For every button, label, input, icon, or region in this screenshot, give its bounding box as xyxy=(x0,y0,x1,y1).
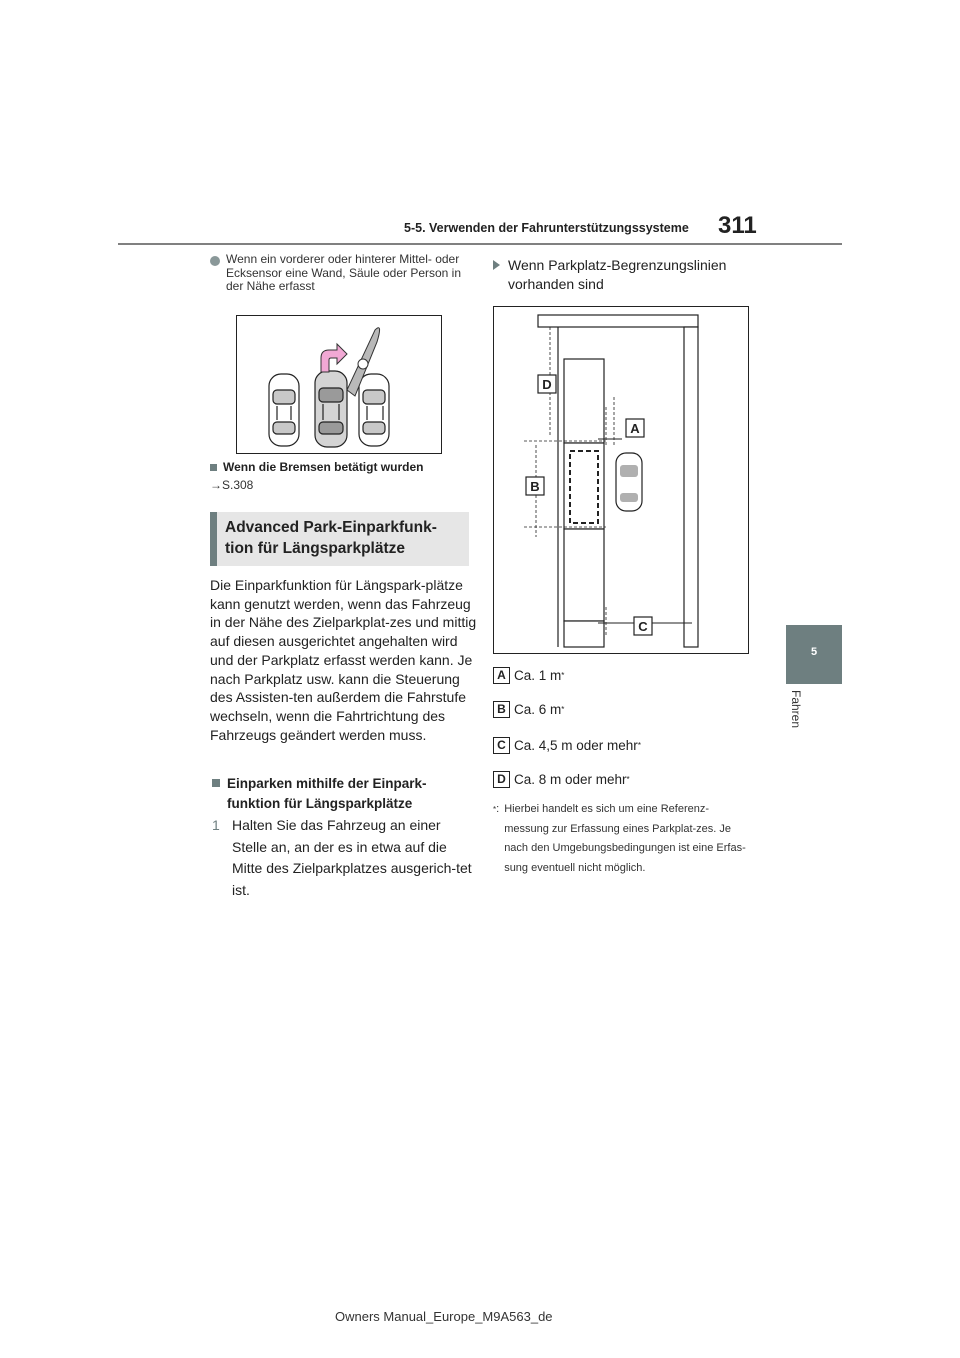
square-bullet-icon xyxy=(212,779,220,787)
label-d: D xyxy=(542,377,552,392)
sensor-note xyxy=(210,253,472,294)
legend-letter: D xyxy=(493,771,510,788)
legend-letter: B xyxy=(493,701,510,718)
footnote xyxy=(493,800,753,878)
chapter-label: Fahren xyxy=(789,690,803,729)
sub-heading-text: Einparken mithilfe der Einpark-funktion für Längsparkplätze xyxy=(227,776,427,811)
legend-text: Ca. 1 m xyxy=(514,668,562,683)
header-divider xyxy=(118,243,842,245)
legend-text: Ca. 8 m oder mehr xyxy=(514,772,627,787)
label-a: A xyxy=(630,421,640,436)
legend-item-d xyxy=(493,771,753,788)
figure-parking-diagram xyxy=(493,306,749,654)
legend-item-a xyxy=(493,667,753,684)
body-paragraph: Die Einparkfunktion für Längspark-plätze kann genutzt werden, wenn das Fahrzeug in der Nähe des Zielparkplat-zes und mittig auf diesen ausgerichtet angehalten wird und der Parkplatz erfasst werden kann. Je nach Parkplatz usw. kann die Steuerung des Assisten-ten außerdem die Fahrstufe wechseln, wenn die Fahrtrichtung des Fahrzeugs geändert werden muss. xyxy=(210,577,477,743)
legend-sup: * xyxy=(561,671,565,680)
legend-text: Ca. 6 m xyxy=(514,702,562,717)
page-number: 311 xyxy=(718,212,757,239)
step-item xyxy=(212,815,474,901)
square-bullet-icon xyxy=(210,464,217,471)
triangle-bullet-icon xyxy=(493,260,500,270)
section-heading-box xyxy=(210,512,469,566)
sensor-bullet-text: Wenn ein vorderer oder hinterer Mittel- oder Ecksensor eine Wand, Säule oder Person in der Nähe erfasst xyxy=(226,252,462,293)
section-title-line1: Advanced Park-Einparkfunk- xyxy=(225,519,437,536)
legend-letter: C xyxy=(493,737,510,754)
legend-letter: A xyxy=(493,667,510,684)
brake-heading-text: Wenn die Bremsen betätigt wurden xyxy=(223,460,424,474)
legend-text: Ca. 4,5 m oder mehr xyxy=(514,738,638,753)
label-b: B xyxy=(530,479,540,494)
parking-space-diagram xyxy=(494,307,748,653)
footer-document-id: Owners Manual_Europe_M9A563_de xyxy=(335,1309,553,1324)
chapter-tab[interactable]: 5 xyxy=(786,625,842,684)
step-number: 1 xyxy=(212,817,220,833)
footnote-colon: : xyxy=(496,803,500,815)
step-text: Halten Sie das Fahrzeug an einer Stelle an, an der es in etwa auf die Mitte des Zielparkplatzes ausgerich-tet ist. xyxy=(232,817,472,898)
page-reference-link[interactable]: →S.308 xyxy=(210,478,254,492)
legend-sup: * xyxy=(561,705,565,714)
header-section-title: 5-5. Verwenden der Fahrunterstützungssysteme xyxy=(404,221,689,235)
footnote-mark: * xyxy=(493,805,497,814)
legend-item-c xyxy=(493,737,753,754)
parking-lines-title-text: Wenn Parkplatz-Begrenzungslinien vorhanden sind xyxy=(508,257,727,292)
sub-heading xyxy=(212,774,474,813)
legend-item-b xyxy=(493,701,753,718)
parking-lines-title xyxy=(493,256,753,293)
brake-heading xyxy=(210,460,423,474)
parked-cars-illustration xyxy=(237,316,441,453)
figure-sensor-detection xyxy=(236,315,442,454)
circle-bullet-icon xyxy=(210,256,220,266)
legend-sup: * xyxy=(637,741,641,750)
section-title-line2: tion für Längsparkplätze xyxy=(225,540,405,557)
legend-sup: * xyxy=(626,775,630,784)
label-c: C xyxy=(638,619,648,634)
footnote-text: Hierbei handelt es sich um eine Referenz-messung zur Erfassung eines Parkplat-zes. Je nach den Umgebungsbedingungen ist eine Erfas-sung eventuell nicht möglich. xyxy=(504,803,746,874)
